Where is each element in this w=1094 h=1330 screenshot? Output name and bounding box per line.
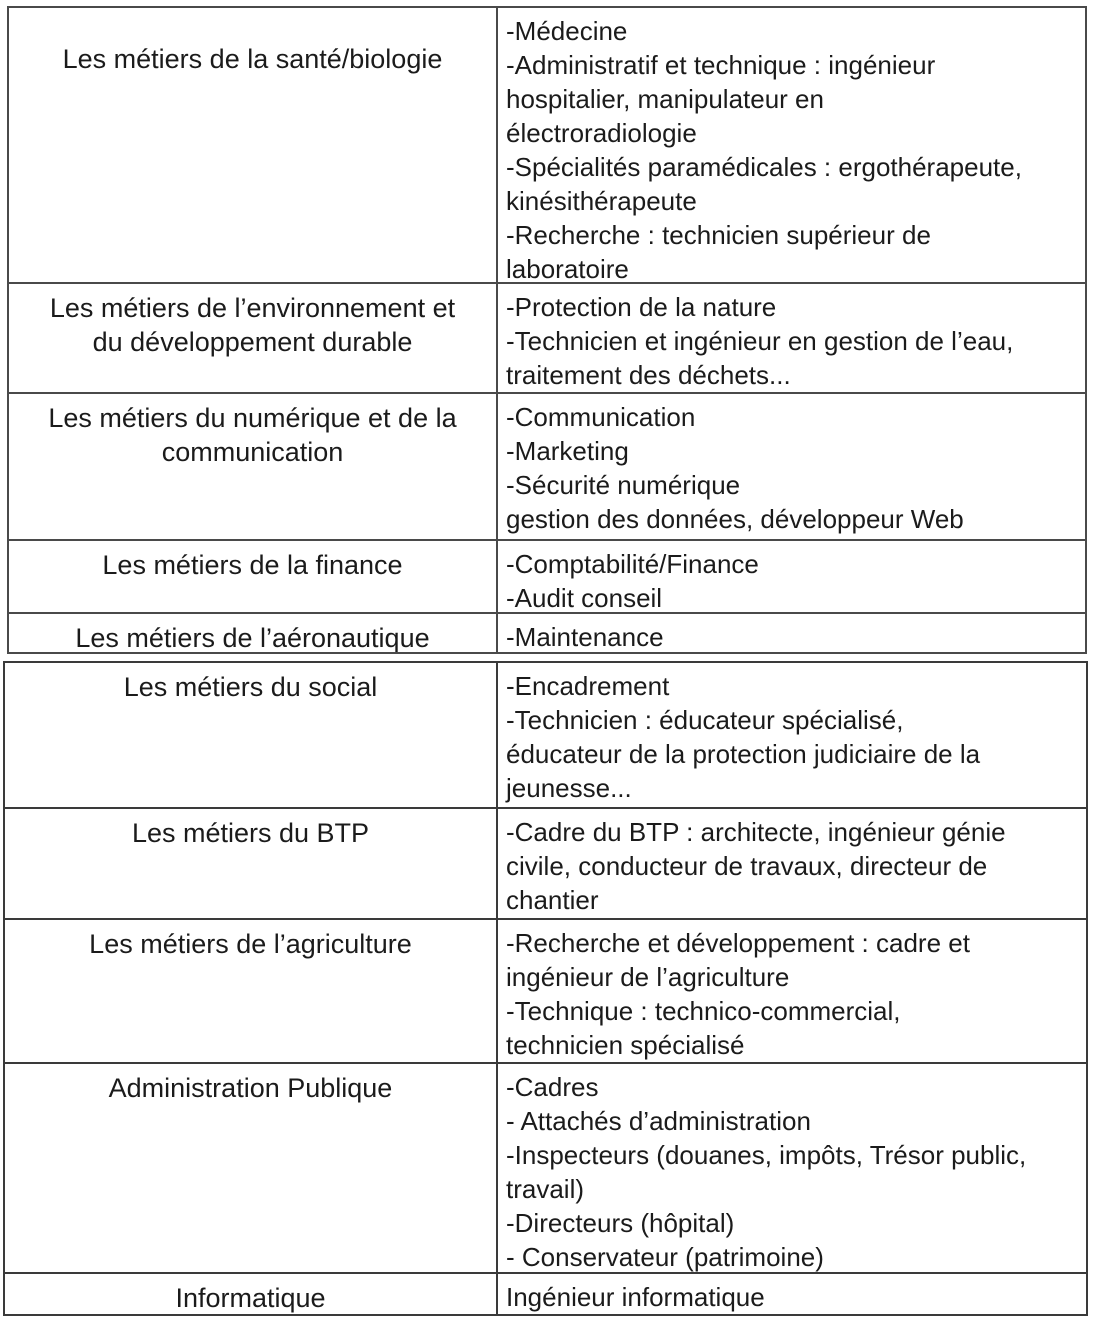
detail-line: jeunesse...	[506, 773, 632, 803]
detail-cell	[498, 663, 1086, 807]
detail-line: -Protection de la nature	[506, 292, 777, 322]
category-line: Les métiers de la santé/biologie	[62, 44, 443, 74]
detail-cell	[498, 284, 1085, 392]
detail-line: -Encadrement	[506, 671, 670, 701]
detail-line: -Marketing	[506, 436, 629, 466]
detail-line: -Audit conseil	[506, 583, 663, 612]
table-row	[9, 392, 1085, 539]
detail-line: - Conservateur (patrimoine)	[506, 1242, 824, 1272]
detail-line: travail)	[506, 1174, 585, 1204]
detail-line: -Recherche et développement : cadre et	[506, 928, 970, 958]
category-cell	[5, 663, 498, 807]
careers-table-bottom	[3, 661, 1088, 1316]
category-line: Les métiers du BTP	[131, 818, 370, 848]
detail-line: -Spécialités paramédicales : ergothérapeute,	[506, 152, 1022, 182]
detail-line: Ingénieur informatique	[506, 1282, 765, 1312]
detail-line: -Directeurs (hôpital)	[506, 1208, 735, 1238]
category-cell	[5, 1064, 498, 1272]
detail-line: hospitalier, manipulateur en	[506, 84, 824, 114]
category-cell	[9, 394, 498, 539]
detail-cell	[498, 8, 1085, 282]
detail-line: - Attachés d’administration	[506, 1106, 811, 1136]
category-line: Informatique	[175, 1283, 326, 1313]
category-line: Les métiers de l’agriculture	[89, 929, 412, 959]
detail-line: -Comptabilité/Finance	[506, 549, 759, 579]
detail-line: gestion des données, développeur Web	[506, 504, 964, 534]
detail-line: -Maintenance	[506, 622, 664, 652]
detail-cell	[498, 809, 1086, 918]
category-line: Les métiers de la finance	[102, 550, 403, 580]
category-line: Les métiers du social	[123, 672, 378, 702]
detail-cell	[498, 1274, 1086, 1314]
category-cell	[9, 541, 498, 612]
table-row	[5, 918, 1086, 1062]
table-row	[5, 1272, 1086, 1314]
detail-line: -Inspecteurs (douanes, impôts, Trésor public,	[506, 1140, 1027, 1170]
detail-line: -Communication	[506, 402, 696, 432]
category-cell	[5, 920, 498, 1062]
detail-line: -Sécurité numérique	[506, 470, 741, 500]
detail-line: éducateur de la protection judiciaire de la	[506, 739, 981, 769]
detail-line: technicien spécialisé	[506, 1030, 745, 1060]
category-cell	[5, 1274, 498, 1314]
careers-table-top	[7, 6, 1087, 654]
detail-line: -Technicien et ingénieur en gestion de l’eau,	[506, 326, 1014, 356]
detail-cell	[498, 541, 1085, 612]
detail-line: traitement des déchets...	[506, 360, 791, 390]
category-line: Les métiers du numérique et de la	[48, 403, 457, 433]
detail-line: laboratoire	[506, 254, 629, 282]
detail-line: -Administratif et technique : ingénieur	[506, 50, 936, 80]
table-row	[9, 539, 1085, 612]
category-line: Les métiers de l’environnement et	[49, 293, 456, 323]
category-line: du développement durable	[92, 327, 413, 357]
detail-line: civile, conducteur de travaux, directeur de	[506, 851, 988, 881]
detail-line: -Technicien : éducateur spécialisé,	[506, 705, 904, 735]
category-line: Les métiers de l’aéronautique	[75, 623, 430, 652]
detail-line: chantier	[506, 885, 599, 915]
category-line: Administration Publique	[108, 1073, 393, 1103]
detail-line: -Cadre du BTP : architecte, ingénieur génie	[506, 817, 1006, 847]
detail-cell	[498, 394, 1085, 539]
category-cell	[9, 614, 498, 652]
detail-line: kinésithérapeute	[506, 186, 697, 216]
category-cell	[9, 8, 498, 282]
detail-line: -Cadres	[506, 1072, 599, 1102]
detail-cell	[498, 1064, 1086, 1272]
detail-cell	[498, 920, 1086, 1062]
table-row	[5, 1062, 1086, 1272]
category-line: communication	[161, 437, 344, 467]
category-cell	[9, 284, 498, 392]
detail-line: -Médecine	[506, 16, 628, 46]
detail-line: -Recherche : technicien supérieur de	[506, 220, 931, 250]
table-row	[5, 663, 1086, 807]
detail-line: électroradiologie	[506, 118, 697, 148]
table-row	[9, 612, 1085, 652]
table-row	[9, 282, 1085, 392]
table-row	[9, 8, 1085, 282]
detail-line: -Technique : technico-commercial,	[506, 996, 901, 1026]
detail-line: ingénieur de l’agriculture	[506, 962, 790, 992]
detail-cell	[498, 614, 1085, 652]
table-row	[5, 807, 1086, 918]
category-cell	[5, 809, 498, 918]
